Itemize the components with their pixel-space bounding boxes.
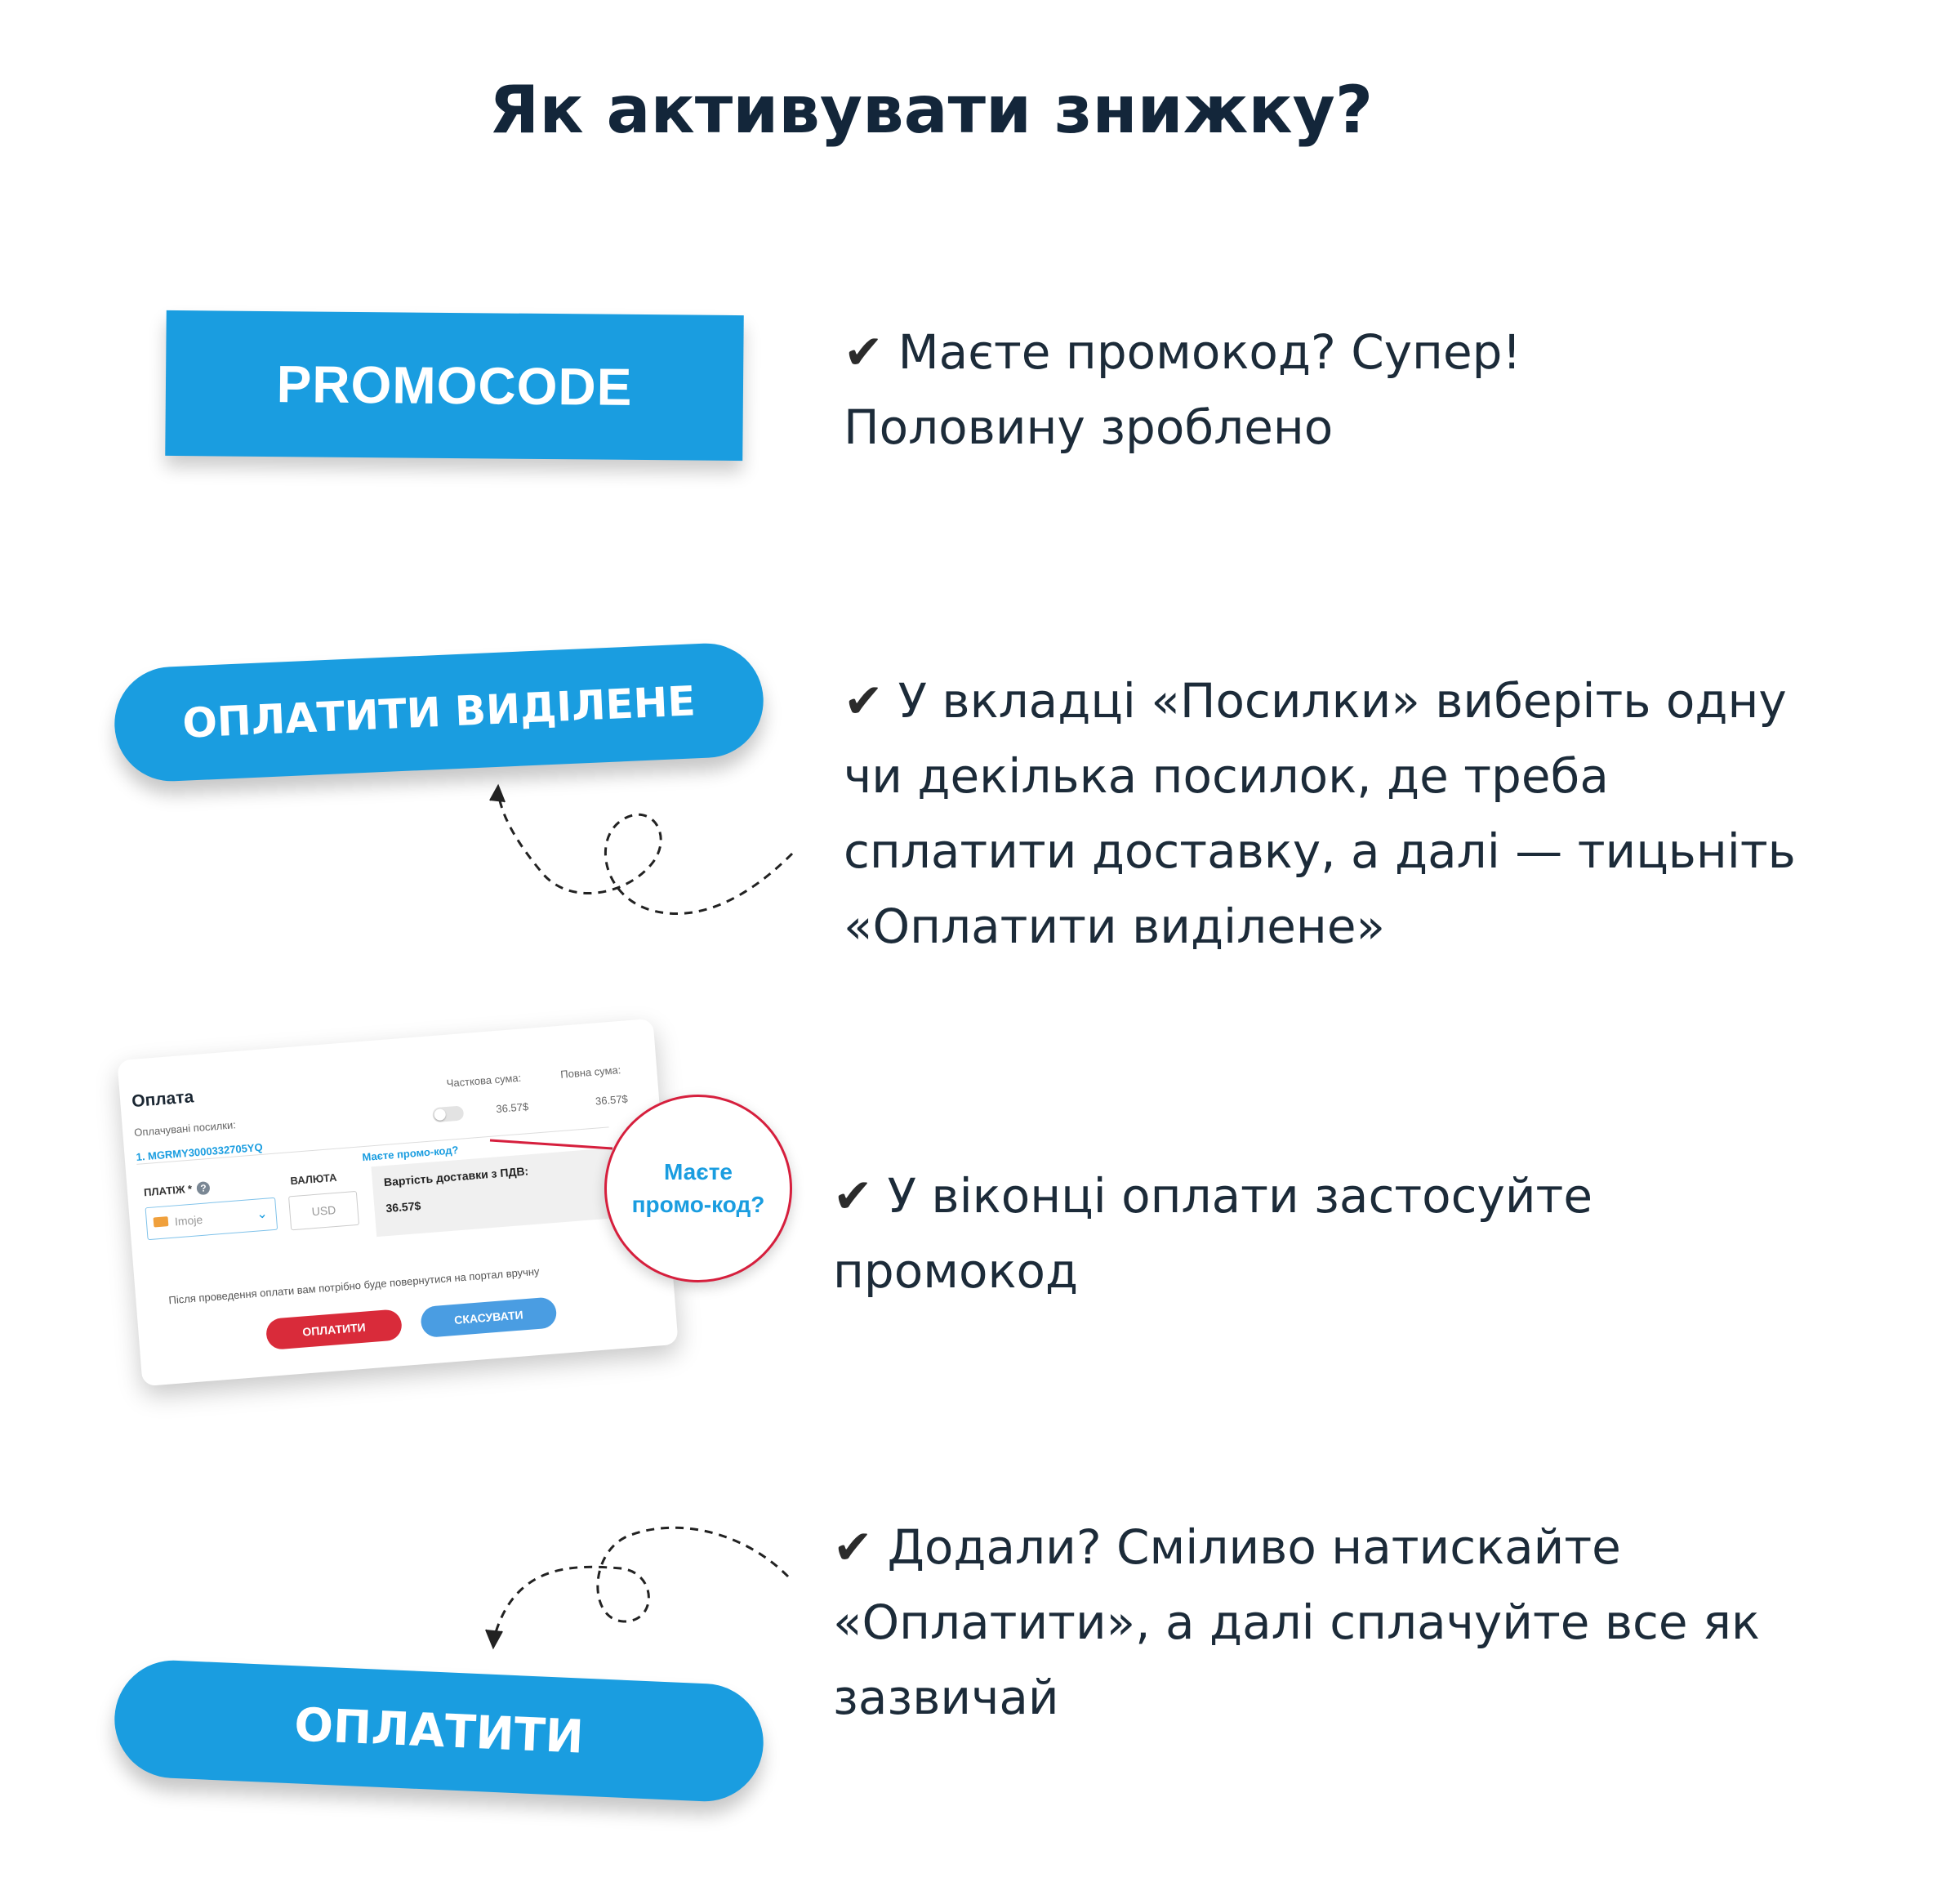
step-2-text bbox=[844, 663, 1796, 964]
imoje-logo-icon bbox=[154, 1216, 169, 1227]
payment-method-select[interactable] bbox=[145, 1197, 278, 1240]
payment-method-label bbox=[144, 1181, 211, 1199]
payment-notice: Після проведення оплати вам потрібно буде повернутися на портал вручну bbox=[167, 1264, 541, 1307]
delivery-cost-value: 36.57$ bbox=[385, 1198, 421, 1215]
promo-code-magnifier: Маєте промо-код? bbox=[604, 1095, 792, 1282]
dashed-arrow-down-icon bbox=[482, 1515, 808, 1654]
delivery-cost-label: Вартість доставки з ПДВ: bbox=[383, 1164, 529, 1189]
step-3-text bbox=[833, 1158, 1592, 1309]
parcel-number-link[interactable]: 1. MGRMY3000332705YQ bbox=[136, 1140, 264, 1163]
currency-label: ВАЛЮТА bbox=[289, 1171, 337, 1188]
check-icon: ✔ bbox=[833, 1519, 873, 1575]
check-icon: ✔ bbox=[833, 1168, 873, 1224]
full-sum-value: 36.57$ bbox=[595, 1092, 629, 1108]
callout-line bbox=[490, 1131, 621, 1163]
promocode-banner: PROMOCODE bbox=[165, 310, 744, 461]
payment-label-text: ПЛАТІЖ * bbox=[143, 1182, 193, 1199]
step-3-label: У віконці оплати застосуйте промокод bbox=[833, 1168, 1593, 1299]
payment-window bbox=[117, 1019, 678, 1386]
cancel-button[interactable]: СКАСУВАТИ bbox=[420, 1296, 557, 1338]
pay-selected-button[interactable]: ОПЛАТИТИ ВИДІЛЕНЕ bbox=[112, 641, 765, 784]
full-sum-label: Повна сума: bbox=[559, 1064, 621, 1081]
payment-method-value: Imoje bbox=[174, 1212, 203, 1229]
step-1-text bbox=[844, 314, 1521, 465]
help-icon[interactable]: ? bbox=[196, 1181, 210, 1195]
step-4-text bbox=[833, 1510, 1760, 1735]
dashed-arrow-up-icon bbox=[482, 784, 808, 931]
currency-field[interactable]: USD bbox=[288, 1191, 359, 1230]
payment-window-title: Оплата bbox=[131, 1087, 195, 1112]
pay-button-large[interactable]: ОПЛАТИТИ bbox=[112, 1658, 766, 1804]
check-icon: ✔ bbox=[844, 673, 884, 729]
step-1-label: Маєте промокод? Супер! Половину зроблено bbox=[844, 324, 1521, 455]
paid-parcels-label: Оплачувані посилки: bbox=[133, 1118, 237, 1140]
page-title: Як активувати знижку? bbox=[488, 72, 1374, 148]
promo-code-link[interactable]: Маєте промо-код? bbox=[361, 1143, 459, 1164]
parcel-toggle[interactable] bbox=[432, 1105, 464, 1122]
pay-button[interactable]: ОПЛАТИТИ bbox=[265, 1309, 403, 1350]
check-icon: ✔ bbox=[844, 324, 884, 380]
partial-sum-value: 36.57$ bbox=[495, 1100, 529, 1116]
step-4-label: Додали? Сміливо натискайте «Оплатити», а далі сплачуйте все як зазвичай bbox=[833, 1519, 1760, 1725]
partial-sum-label: Часткова сума: bbox=[446, 1071, 522, 1090]
step-2-label: У вкладці «Посилки» виберіть одну чи декілька посилок, де треба сплатити доставку, а далі — тицьніть «Оплатити виділене» bbox=[844, 673, 1796, 954]
chevron-down-icon: ⌄ bbox=[256, 1206, 269, 1222]
